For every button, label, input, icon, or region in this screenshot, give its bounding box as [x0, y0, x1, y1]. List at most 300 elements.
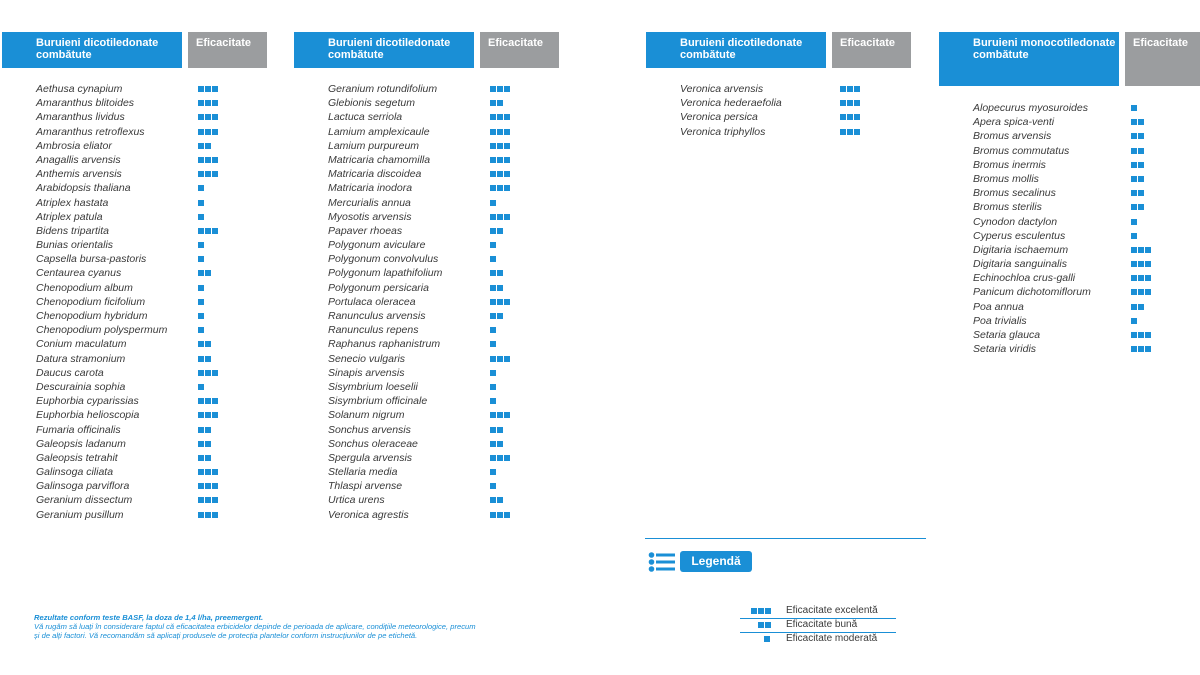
- efficacy-square-icon: [504, 412, 510, 418]
- legend-label: Eficacitate excelentă: [786, 605, 878, 616]
- efficacy-square-icon: [497, 228, 503, 234]
- efficacy-rating-3: [1131, 289, 1151, 295]
- efficacy-rating-1: [490, 200, 496, 206]
- weed-name: Galeopsis tetrahit: [36, 451, 118, 464]
- efficacy-rating-2: [1131, 190, 1144, 196]
- efficacy-rating-1: [198, 384, 204, 390]
- efficacy-square-icon: [198, 270, 204, 276]
- weed-name: Amaranthus retroflexus: [36, 125, 145, 138]
- efficacy-square-icon: [490, 228, 496, 234]
- efficacy-rating-2: [1131, 304, 1144, 310]
- efficacy-square-icon: [1145, 247, 1151, 253]
- weed-name: Datura stramonium: [36, 352, 126, 365]
- efficacy-square-icon: [205, 398, 211, 404]
- efficacy-rating-2: [490, 100, 503, 106]
- efficacy-square-icon: [490, 86, 496, 92]
- efficacy-rating-1: [198, 313, 204, 319]
- weed-name: Amaranthus blitoides: [36, 97, 135, 110]
- table-row: [36, 210, 266, 224]
- weed-name: Atriplex patula: [36, 210, 103, 223]
- weed-name: Digitaria sanguinalis: [973, 258, 1067, 271]
- efficacy-rating-1: [490, 483, 496, 489]
- efficacy-rating-2: [198, 356, 211, 362]
- efficacy-rating-3: [198, 171, 218, 177]
- weed-name: Spergula arvensis: [328, 451, 413, 464]
- efficacy-rating-3: [198, 398, 218, 404]
- efficacy-rating-1: [1131, 318, 1137, 324]
- efficacy-square-icon: [205, 356, 211, 362]
- table-row: [328, 295, 558, 309]
- table-row: [328, 437, 558, 451]
- efficacy-square-icon: [1131, 162, 1137, 168]
- efficacy-rating-2: [198, 270, 211, 276]
- weed-name: Myosotis arvensis: [328, 210, 412, 223]
- legend-title: Legendă: [680, 551, 752, 572]
- header-weed-name: Buruieni dicotiledonate combătute: [2, 32, 182, 68]
- weed-name: Bromus sterilis: [973, 201, 1042, 214]
- efficacy-square-icon: [1138, 304, 1144, 310]
- efficacy-square-icon: [490, 512, 496, 518]
- table-row: [36, 508, 266, 522]
- weed-name: Daucus carota: [36, 366, 104, 379]
- efficacy-rating-2: [490, 441, 503, 447]
- weed-name: Chenopodium album: [36, 281, 133, 294]
- efficacy-square-icon: [490, 270, 496, 276]
- table-row: [36, 181, 266, 195]
- efficacy-square-icon: [1145, 275, 1151, 281]
- table-row: [680, 96, 910, 110]
- efficacy-rating-1: [490, 469, 496, 475]
- efficacy-square-icon: [1131, 289, 1137, 295]
- weed-name: Euphorbia helioscopia: [36, 409, 140, 422]
- efficacy-square-icon: [497, 512, 503, 518]
- efficacy-square-icon: [840, 129, 846, 135]
- efficacy-square-icon: [198, 200, 204, 206]
- efficacy-square-icon: [490, 200, 496, 206]
- efficacy-square-icon: [198, 483, 204, 489]
- efficacy-square-icon: [1131, 133, 1137, 139]
- weed-name: Veronica arvensis: [680, 83, 764, 95]
- efficacy-square-icon: [205, 412, 211, 418]
- table-row: [36, 366, 266, 380]
- efficacy-square-icon: [205, 512, 211, 518]
- efficacy-square-icon: [497, 412, 503, 418]
- efficacy-square-icon: [1138, 247, 1144, 253]
- weed-name: Atriplex hastata: [36, 196, 109, 209]
- efficacy-square-icon: [504, 214, 510, 220]
- efficacy-square-icon: [490, 356, 496, 362]
- efficacy-rating-3: [840, 100, 860, 106]
- efficacy-square-icon: [765, 622, 771, 628]
- table-row: [36, 224, 266, 238]
- table-row: [36, 125, 266, 139]
- efficacy-square-icon: [198, 214, 204, 220]
- table-row: [328, 125, 558, 139]
- table-row: [680, 82, 910, 96]
- weed-name: Fumaria officinalis: [36, 423, 121, 436]
- weed-name: Solanum nigrum: [328, 409, 405, 422]
- efficacy-square-icon: [1131, 219, 1137, 225]
- weed-name: Alopecurus myosuroides: [973, 102, 1088, 114]
- footnote-line-2: Vă rugăm să luați în considerare faptul că eficacitatea erbicidelor depinde de perioada de aplicare, condițiile meteorologice, precum: [34, 622, 476, 631]
- efficacy-rating-1: [198, 299, 204, 305]
- table-row: [973, 314, 1193, 328]
- efficacy-square-icon: [490, 285, 496, 291]
- weed-name: Cynodon dactylon: [973, 215, 1058, 228]
- efficacy-square-icon: [840, 114, 846, 120]
- efficacy-square-icon: [504, 143, 510, 149]
- table-row: [328, 423, 558, 437]
- efficacy-square-icon: [1131, 304, 1137, 310]
- weed-name: Papaver rhoeas: [328, 224, 403, 237]
- efficacy-square-icon: [497, 270, 503, 276]
- table-row: [36, 493, 266, 507]
- efficacy-rating-3: [490, 412, 510, 418]
- efficacy-square-icon: [198, 285, 204, 291]
- table-row: [36, 352, 266, 366]
- efficacy-square-icon: [1138, 162, 1144, 168]
- table-row: [328, 224, 558, 238]
- efficacy-square-icon: [497, 157, 503, 163]
- efficacy-square-icon: [1138, 119, 1144, 125]
- efficacy-square-icon: [1131, 204, 1137, 210]
- weed-name: Matricaria chamomilla: [328, 153, 431, 166]
- weed-name: Lamium amplexicaule: [328, 125, 430, 138]
- efficacy-rating-2: [1131, 204, 1144, 210]
- table-row: [973, 300, 1193, 314]
- weed-name: Galeopsis ladanum: [36, 437, 126, 450]
- table-row: [973, 144, 1193, 158]
- table-row: [328, 408, 558, 422]
- table-header: [294, 32, 564, 68]
- efficacy-rating-2: [490, 497, 503, 503]
- weed-name: Veronica agrestis: [328, 508, 409, 521]
- efficacy-square-icon: [847, 100, 853, 106]
- efficacy-square-icon: [490, 384, 496, 390]
- efficacy-square-icon: [205, 427, 211, 433]
- efficacy-square-icon: [490, 129, 496, 135]
- weed-name: Polygonum persicaria: [328, 281, 429, 294]
- table-row: [328, 352, 558, 366]
- table-row: [36, 309, 266, 323]
- efficacy-square-icon: [205, 341, 211, 347]
- header-efficacy: Eficacitate: [832, 32, 911, 68]
- efficacy-rating-2: [490, 270, 503, 276]
- weed-name: Stellaria media: [328, 466, 398, 479]
- table-row: [328, 323, 558, 337]
- weed-name: Echinochloa crus-galli: [973, 272, 1076, 285]
- efficacy-square-icon: [497, 441, 503, 447]
- table-row: [328, 252, 558, 266]
- weed-name: Ranunculus arvensis: [328, 310, 426, 322]
- table-row: [36, 281, 266, 295]
- efficacy-square-icon: [205, 129, 211, 135]
- efficacy-square-icon: [1138, 332, 1144, 338]
- efficacy-square-icon: [490, 398, 496, 404]
- table-row: [328, 309, 558, 323]
- efficacy-rating-3: [490, 114, 510, 120]
- weed-name: Euphorbia cyparissias: [36, 395, 139, 408]
- table-row: [36, 252, 266, 266]
- table-rows: [36, 82, 266, 522]
- efficacy-square-icon: [198, 356, 204, 362]
- efficacy-square-icon: [490, 242, 496, 248]
- efficacy-rating-3: [1131, 261, 1151, 267]
- efficacy-square-icon: [1138, 346, 1144, 352]
- header-efficacy: Eficacitate: [480, 32, 559, 68]
- efficacy-rating-3: [1131, 332, 1151, 338]
- weed-name: Matricaria discoidea: [328, 168, 422, 181]
- efficacy-square-icon: [198, 370, 204, 376]
- efficacy-square-icon: [497, 427, 503, 433]
- efficacy-rating-2: [198, 341, 211, 347]
- table-row: [973, 200, 1193, 214]
- footnote: [34, 613, 554, 640]
- efficacy-square-icon: [205, 171, 211, 177]
- weed-name: Geranium dissectum: [36, 494, 133, 507]
- weed-name: Sisymbrium officinale: [328, 395, 428, 408]
- efficacy-square-icon: [212, 171, 218, 177]
- efficacy-square-icon: [212, 157, 218, 163]
- efficacy-square-icon: [490, 256, 496, 262]
- header-efficacy: Eficacitate: [188, 32, 267, 68]
- efficacy-square-icon: [1131, 247, 1137, 253]
- weed-name: Poa trivialis: [973, 314, 1027, 327]
- table-row: [36, 465, 266, 479]
- efficacy-square-icon: [840, 86, 846, 92]
- weed-name: Lamium purpureum: [328, 139, 420, 152]
- efficacy-square-icon: [497, 86, 503, 92]
- table-dicot-2: [294, 32, 564, 521]
- efficacy-square-icon: [504, 114, 510, 120]
- efficacy-square-icon: [1138, 261, 1144, 267]
- efficacy-square-icon: [1131, 261, 1137, 267]
- efficacy-square-icon: [497, 185, 503, 191]
- table-row: [973, 186, 1193, 200]
- efficacy-square-icon: [490, 114, 496, 120]
- efficacy-rating-3: [198, 100, 218, 106]
- efficacy-square-icon: [205, 370, 211, 376]
- table-row: [973, 243, 1193, 257]
- efficacy-square-icon: [212, 114, 218, 120]
- efficacy-square-icon: [212, 86, 218, 92]
- efficacy-square-icon: [764, 636, 770, 642]
- legend-item: [740, 632, 896, 646]
- efficacy-rating-3: [490, 185, 510, 191]
- efficacy-square-icon: [1145, 346, 1151, 352]
- efficacy-rating-1: [198, 214, 204, 220]
- efficacy-square-icon: [854, 114, 860, 120]
- legend-item: [740, 604, 896, 618]
- efficacy-rating-1: [490, 256, 496, 262]
- efficacy-rating-3: [840, 86, 860, 92]
- table-row: [328, 153, 558, 167]
- efficacy-square-icon: [198, 256, 204, 262]
- table-row: [973, 129, 1193, 143]
- weed-name: Chenopodium hybridum: [36, 310, 148, 322]
- weed-name: Galinsoga parviflora: [36, 480, 130, 493]
- efficacy-square-icon: [490, 427, 496, 433]
- efficacy-rating-3: [490, 86, 510, 92]
- table-rows: [680, 82, 910, 139]
- efficacy-square-icon: [198, 469, 204, 475]
- efficacy-square-icon: [212, 497, 218, 503]
- weed-name: Bromus mollis: [973, 172, 1039, 185]
- efficacy-square-icon: [212, 412, 218, 418]
- efficacy-square-icon: [205, 483, 211, 489]
- efficacy-rating-3: [1131, 247, 1151, 253]
- weed-name: Apera spica-venti: [973, 116, 1055, 129]
- weed-name: Veronica triphyllos: [680, 125, 766, 138]
- efficacy-rating-1: [490, 370, 496, 376]
- weed-name: Ranunculus repens: [328, 324, 419, 337]
- efficacy-square-icon: [1131, 190, 1137, 196]
- efficacy-rating-3: [198, 157, 218, 163]
- weed-name: Lactuca serriola: [328, 111, 403, 124]
- table-row: [328, 110, 558, 124]
- header-weed-name: Buruieni dicotiledonate combătute: [646, 32, 826, 68]
- efficacy-rating-3: [490, 455, 510, 461]
- weed-name: Digitaria ischaemum: [973, 243, 1069, 256]
- legend-divider: [645, 538, 926, 539]
- efficacy-square-icon: [758, 622, 764, 628]
- efficacy-square-icon: [490, 185, 496, 191]
- efficacy-rating-2: [490, 228, 503, 234]
- table-row: [328, 238, 558, 252]
- efficacy-rating-3: [490, 171, 510, 177]
- efficacy-rating-3: [490, 299, 510, 305]
- efficacy-square-icon: [490, 412, 496, 418]
- efficacy-rating-1: [1131, 105, 1137, 111]
- efficacy-rating-2: [198, 455, 211, 461]
- weed-name: Polygonum lapathifolium: [328, 267, 443, 280]
- efficacy-rating-3: [1131, 346, 1151, 352]
- efficacy-square-icon: [497, 497, 503, 503]
- efficacy-rating-2: [490, 285, 503, 291]
- weed-name: Arabidopsis thaliana: [36, 182, 131, 195]
- table-row: [328, 167, 558, 181]
- efficacy-square-icon: [205, 469, 211, 475]
- table-row: [328, 366, 558, 380]
- weed-name: Thlaspi arvense: [328, 480, 403, 493]
- weed-name: Descurainia sophia: [36, 380, 126, 393]
- table-row: [973, 271, 1193, 285]
- efficacy-square-icon: [198, 114, 204, 120]
- efficacy-rating-1: [198, 256, 204, 262]
- efficacy-rating-2: [490, 313, 503, 319]
- table-row: [973, 158, 1193, 172]
- table-header: [939, 32, 1200, 86]
- efficacy-square-icon: [1138, 133, 1144, 139]
- efficacy-square-icon: [1131, 346, 1137, 352]
- table-row: [328, 210, 558, 224]
- efficacy-square-icon: [504, 299, 510, 305]
- efficacy-square-icon: [504, 455, 510, 461]
- table-row: [973, 215, 1193, 229]
- table-row: [36, 110, 266, 124]
- table-row: [328, 266, 558, 280]
- weed-name: Conium maculatum: [36, 338, 127, 351]
- efficacy-square-icon: [490, 441, 496, 447]
- weed-name: Veronica persica: [680, 111, 758, 124]
- weed-name: Aethusa cynapium: [36, 83, 123, 95]
- efficacy-square-icon: [497, 100, 503, 106]
- table-row: [328, 380, 558, 394]
- efficacy-square-icon: [198, 242, 204, 248]
- efficacy-square-icon: [1131, 119, 1137, 125]
- efficacy-square-icon: [497, 143, 503, 149]
- weed-name: Matricaria inodora: [328, 182, 413, 195]
- efficacy-square-icon: [198, 398, 204, 404]
- footnote-line-1: Rezultate conform teste BASF, la doza de 1,4 l/ha, preemergent.: [34, 613, 264, 622]
- efficacy-rating-2: [1131, 119, 1144, 125]
- efficacy-rating-2: [1131, 148, 1144, 154]
- weed-name: Veronica hederaefolia: [680, 97, 782, 110]
- efficacy-rating-2: [1131, 176, 1144, 182]
- table-row: [328, 82, 558, 96]
- efficacy-square-icon: [490, 469, 496, 475]
- table-row: [36, 437, 266, 451]
- table-row: [973, 342, 1193, 356]
- header-weed-name: Buruieni monocotiledonate combătute: [939, 32, 1119, 86]
- table-row: [36, 323, 266, 337]
- efficacy-square-icon: [1138, 176, 1144, 182]
- efficacy-square-icon: [212, 469, 218, 475]
- weed-name: Amaranthus lividus: [36, 111, 125, 124]
- efficacy-square-icon: [847, 86, 853, 92]
- legend-rating-3: [751, 608, 771, 614]
- efficacy-square-icon: [198, 512, 204, 518]
- efficacy-rating-3: [490, 214, 510, 220]
- table-row: [36, 266, 266, 280]
- efficacy-rating-3: [198, 483, 218, 489]
- efficacy-square-icon: [205, 100, 211, 106]
- efficacy-square-icon: [212, 228, 218, 234]
- efficacy-square-icon: [212, 129, 218, 135]
- efficacy-square-icon: [198, 313, 204, 319]
- efficacy-rating-3: [490, 512, 510, 518]
- weed-name: Glebionis segetum: [328, 97, 415, 110]
- efficacy-square-icon: [212, 398, 218, 404]
- efficacy-square-icon: [1138, 289, 1144, 295]
- efficacy-square-icon: [198, 427, 204, 433]
- efficacy-square-icon: [205, 86, 211, 92]
- efficacy-square-icon: [198, 412, 204, 418]
- efficacy-rating-3: [1131, 275, 1151, 281]
- weed-name: Galinsoga ciliata: [36, 466, 114, 479]
- table-row: [36, 479, 266, 493]
- efficacy-rating-3: [198, 114, 218, 120]
- efficacy-rating-2: [1131, 133, 1144, 139]
- efficacy-square-icon: [504, 171, 510, 177]
- efficacy-rating-3: [198, 86, 218, 92]
- table-row: [973, 115, 1193, 129]
- weed-name: Chenopodium polyspermum: [36, 324, 168, 337]
- weed-name: Anthemis arvensis: [36, 168, 122, 181]
- table-row: [973, 172, 1193, 186]
- efficacy-square-icon: [1138, 190, 1144, 196]
- efficacy-square-icon: [205, 157, 211, 163]
- weed-name: Geranium pusillum: [36, 508, 124, 521]
- efficacy-rating-3: [840, 129, 860, 135]
- efficacy-square-icon: [1138, 275, 1144, 281]
- efficacy-square-icon: [497, 299, 503, 305]
- weed-name: Senecio vulgaris: [328, 352, 406, 365]
- efficacy-square-icon: [1131, 275, 1137, 281]
- efficacy-rating-3: [198, 412, 218, 418]
- table-row: [36, 337, 266, 351]
- table-row: [36, 96, 266, 110]
